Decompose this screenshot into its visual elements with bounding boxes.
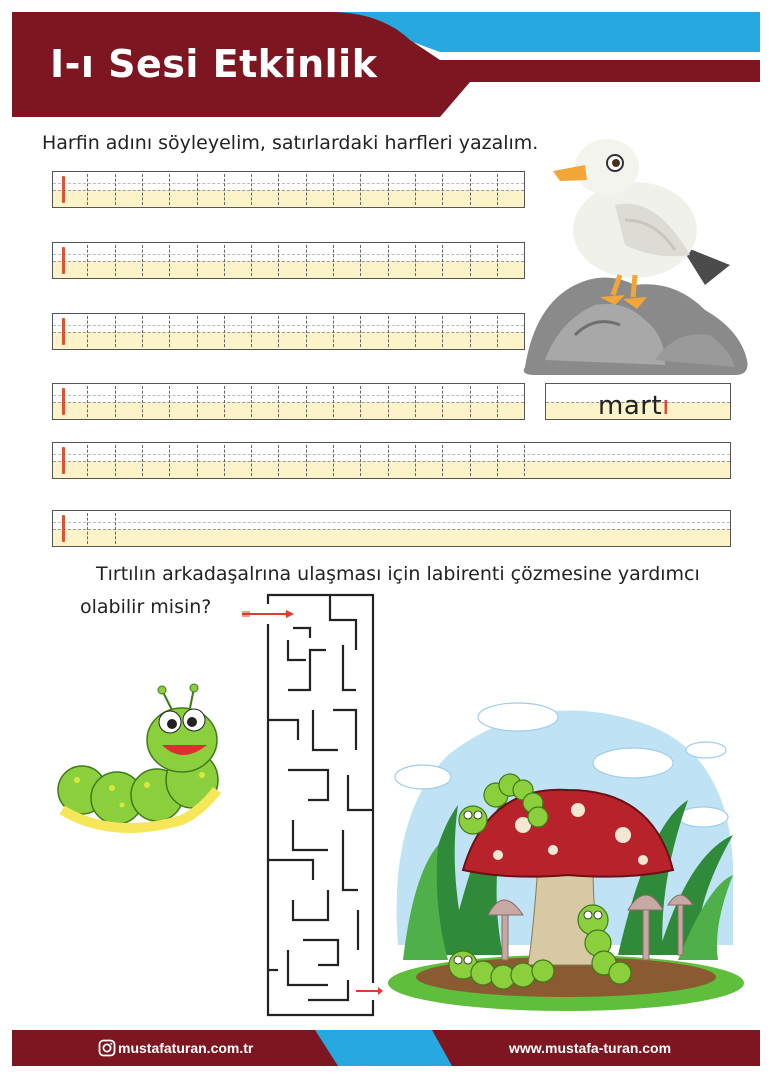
writing-row[interactable] [52, 510, 731, 547]
footer-right-link[interactable]: www.mustafa-turan.com [509, 1040, 672, 1056]
writing-instruction: Harfin adını söyleyelim, satırlardaki harfleri yazalım. [42, 132, 539, 154]
word-prefix: mart [598, 391, 663, 421]
letter-guide-stroke [62, 447, 65, 474]
seagull-on-rock-illustration [515, 135, 755, 380]
writing-row[interactable] [52, 171, 525, 208]
writing-row[interactable] [52, 242, 525, 279]
letter-guide-stroke [62, 515, 65, 542]
maze[interactable] [238, 590, 383, 1022]
writing-row[interactable] [52, 383, 525, 420]
caterpillar-illustration [52, 680, 232, 845]
word-text [598, 391, 670, 421]
word-card [545, 383, 731, 420]
letter-guide-stroke [62, 318, 65, 345]
page-title: I-ı Sesi Etkinlik [50, 42, 378, 86]
letter-guide-stroke [62, 176, 65, 203]
maze-instruction-line2: olabilir misin? [80, 596, 212, 618]
letter-guide-stroke [62, 247, 65, 274]
mushroom-scene-illustration [388, 695, 746, 1015]
letter-guide-stroke [62, 388, 65, 415]
maze-instruction-line1: Tırtılın arkadaşalrına ulaşması için labirenti çözmesine yardımcı [96, 563, 700, 585]
footer-left-link[interactable]: mustafaturan.com.tr [118, 1040, 254, 1056]
instagram-icon [98, 1039, 116, 1057]
word-highlight-letter: ı [662, 391, 670, 421]
writing-row[interactable] [52, 442, 731, 479]
maze-exit-arrow-icon [356, 987, 383, 995]
writing-row[interactable] [52, 313, 525, 350]
